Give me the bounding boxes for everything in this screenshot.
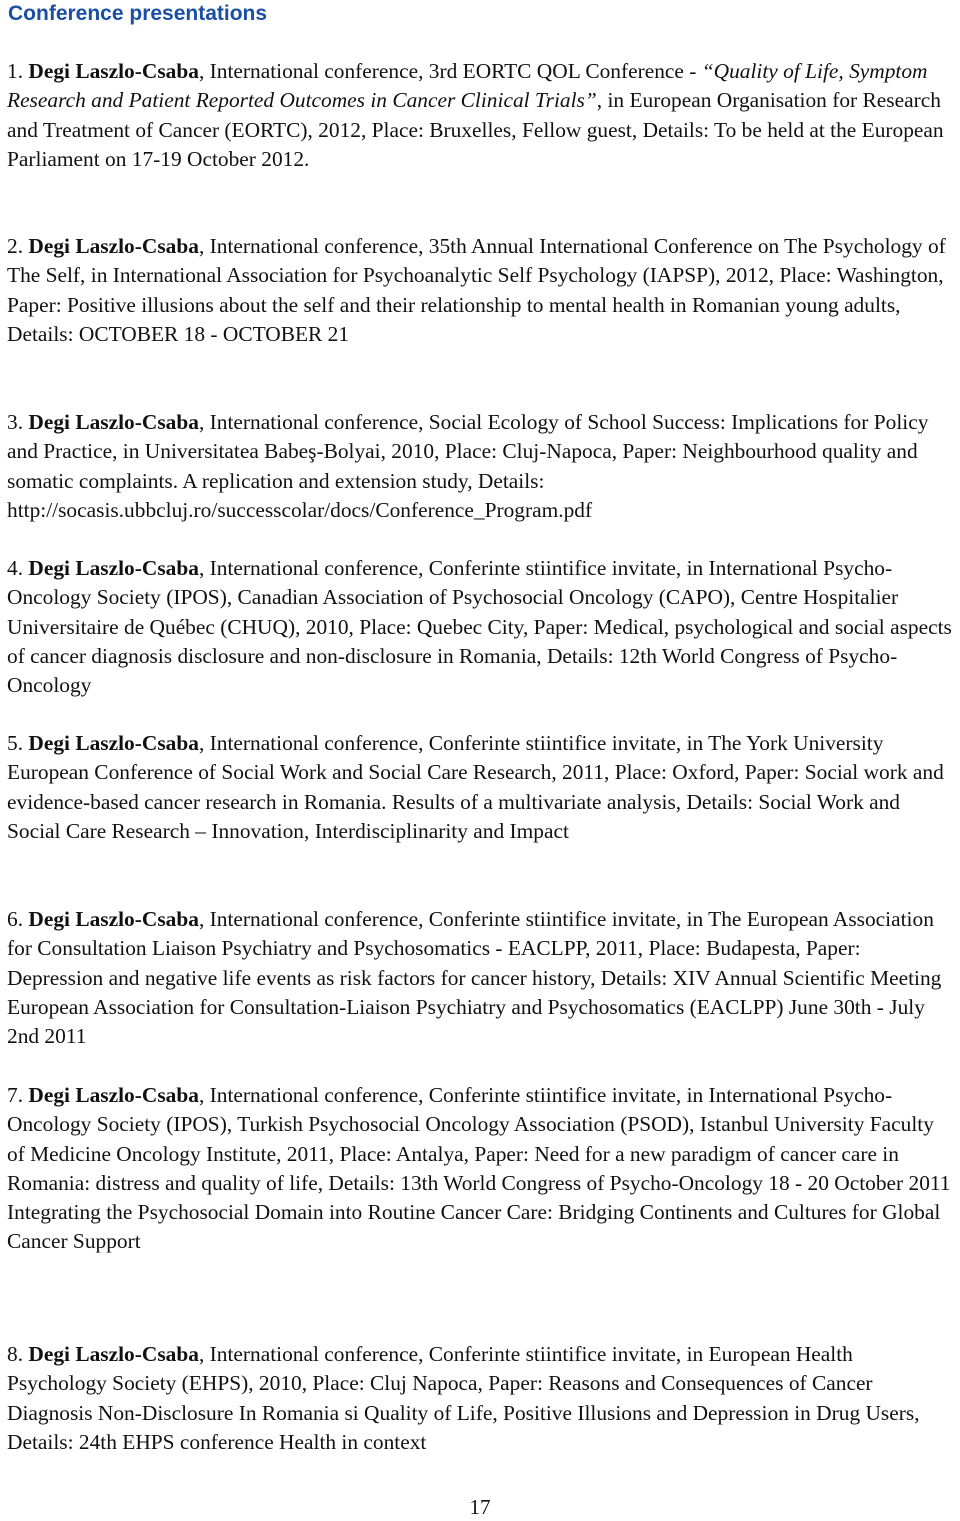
entry-author: Degi Laszlo-Csaba — [28, 907, 199, 931]
entry-2 — [7, 232, 957, 349]
entry-text: , International conference, Conferinte stiintifice invitate, in The York University European Conference of Social Work and Social Care Research, 2011, Place: Oxford, Paper: Social work and evidence-based cancer research in Romania. Results of a multivariate analysis, Details: Social Work and Social Care Research – Innovation, Interdisciplinarity and Impact — [7, 731, 944, 843]
entry-author: Degi Laszlo-Csaba — [28, 59, 199, 83]
entry-text: , International conference, Conferinte stiintifice invitate, in The European Association for Consultation Liaison Psychiatry and Psychosomatics - EACLPP, 2011, Place: Budapesta, Paper: Depression and negative life events as risk factors for cancer history, Details: XIV Annual Scientific Meeting European Association for Consultation-Liaison Psychiatry and Psychosomatics (EACLPP) June 30th - July 2nd 2011 — [7, 907, 942, 1049]
entry-1 — [7, 57, 957, 174]
entry-text: , International conference, Conferinte stiintifice invitate, in International Psycho-Oncology Society (IPOS), Turkish Psychosocial Oncology Association (PSOD), Istanbul University Faculty of Medicine Oncology Institute, 2011, Place: Antalya, Paper: Need for a new paradigm of cancer care in Romania: distress and quality of life, Details: 13th World Congress of Psycho-Oncology 18 - 20 October 2011 Integrating the Psychosocial Domain into Routine Cancer Care: Bridging Continents and Cultures for Global Cancer Support — [7, 1083, 951, 1254]
entry-italic-title: “Quality of Life, Symptom Research and Patient Reported Outcomes in Cancer Clinical Trials” — [7, 59, 928, 113]
entry-number: 8. — [7, 1342, 24, 1366]
entry-3 — [7, 408, 957, 525]
entry-number: 1. — [7, 59, 24, 83]
entry-4 — [7, 554, 957, 700]
entry-number: 4. — [7, 556, 24, 580]
entry-text: , International conference, Social Ecology of School Success: Implications for Policy and Practice, in Universitatea Babeş-Bolyai, 2010, Place: Cluj-Napoca, Paper: Neighbourhood quality and somatic complaints. A replication and extension study, Details: http://socasis.ubbcluj.ro/successcolar/docs/Conference_Program.pdf — [7, 410, 929, 522]
entry-text: , International conference, 35th Annual International Conference on The Psychology of The Self, in International Association for Psychoanalytic Self Psychology (IAPSP), 2012, Place: Washington, Paper: Positive illusions about the self and their relationship to mental health in Romanian young adults, Details: OCTOBER 18 - OCTOBER 21 — [7, 234, 946, 346]
entry-author: Degi Laszlo-Csaba — [28, 1083, 199, 1107]
entry-author: Degi Laszlo-Csaba — [28, 234, 199, 258]
entry-8 — [7, 1340, 957, 1457]
entry-author: Degi Laszlo-Csaba — [28, 731, 199, 755]
entry-number: 3. — [7, 410, 24, 434]
section-heading: Conference presentations — [8, 2, 268, 25]
entry-author: Degi Laszlo-Csaba — [28, 556, 199, 580]
page-number: 17 — [469, 1495, 491, 1519]
entry-number: 6. — [7, 907, 24, 931]
entry-5 — [7, 729, 957, 846]
entry-number: 7. — [7, 1083, 24, 1107]
entry-text: , International conference, Conferinte stiintifice invitate, in European Health Psychology Society (EHPS), 2010, Place: Cluj Napoca, Paper: Reasons and Consequences of Cancer Diagnosis Non-Disclosure In Romania si Quality of Life, Positive Illusions and Depression in Drug Users, Details: 24th EHPS conference Health in context — [7, 1342, 920, 1454]
entry-text: , International conference, 3rd EORTC QOL Conference - — [198, 59, 702, 83]
entry-number: 5. — [7, 731, 24, 755]
entry-7 — [7, 1081, 957, 1257]
entry-text: , International conference, Conferinte stiintifice invitate, in International Psycho-Oncology Society (IPOS), Canadian Association of Psychosocial Oncology (CAPO), Centre Hospitalier Universitaire de Québec (CHUQ), 2010, Place: Quebec City, Paper: Medical, psychological and social aspects of cancer diagnosis disclosure and non-disclosure in Romania, Details: 12th World Congress of Psycho- Oncology — [7, 556, 952, 698]
entry-author: Degi Laszlo-Csaba — [28, 410, 199, 434]
entry-text: , in European Organisation for Research and Treatment of Cancer (EORTC), 2012, Place: Bruxelles, Fellow guest, Details: To be held at the European Parliament on 17-19 October 2012. — [7, 88, 944, 171]
entry-author: Degi Laszlo-Csaba — [28, 1342, 199, 1366]
entry-6 — [7, 905, 957, 1051]
entry-number: 2. — [7, 234, 24, 258]
